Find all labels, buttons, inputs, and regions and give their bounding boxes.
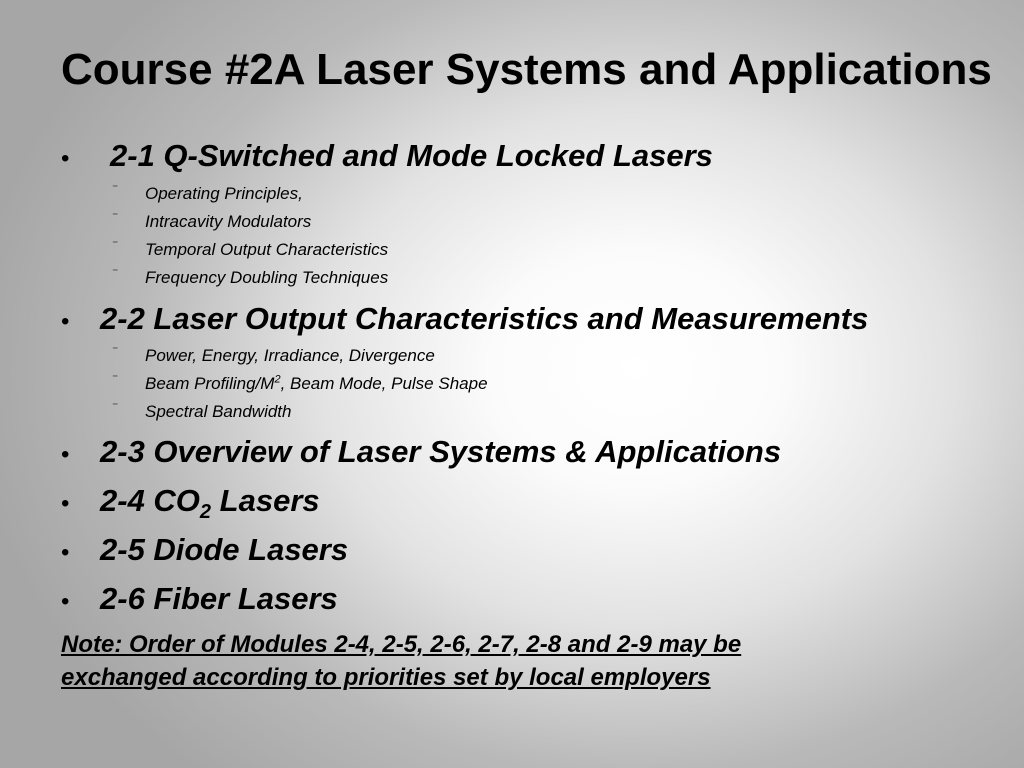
note-line: Note: Order of Modules 2-4, 2-5, 2-6, 2-7, 2-8 and 2-9 may be [61, 631, 742, 658]
sub-item [112, 373, 488, 395]
module-item-2-4 [61, 482, 320, 524]
module-label [100, 482, 320, 524]
bullet-icon: • [61, 145, 70, 172]
module-item-2-2 [61, 300, 868, 338]
superscript: 2 [274, 373, 281, 386]
sub-item [112, 267, 388, 289]
dash-icon: ⁻ [112, 181, 119, 195]
module-label-part: Lasers [211, 483, 320, 518]
sub-item [112, 401, 291, 423]
sub-item-label: Operating Principles, [145, 184, 303, 203]
note-line: exchanged according to priorities set by local employers [61, 664, 711, 691]
dash-icon: ⁻ [112, 237, 119, 251]
sub-item-label-part: Beam Profiling/M [145, 374, 275, 393]
bullet-icon: • [61, 490, 70, 517]
dash-icon: ⁻ [112, 209, 119, 223]
bullet-icon: • [61, 539, 70, 566]
dash-icon: ⁻ [112, 399, 119, 413]
module-order-note [61, 628, 961, 694]
sub-item-label: Intracavity Modulators [145, 212, 312, 231]
bullet-icon: • [61, 308, 70, 335]
module-label: 2-1 Q-Switched and Mode Locked Lasers [110, 138, 713, 173]
subscript: 2 [199, 501, 212, 524]
sub-item-label: Power, Energy, Irradiance, Divergence [145, 346, 435, 365]
sub-item-label-part: , Beam Mode, Pulse Shape [280, 374, 488, 393]
slide-title: Course #2A Laser Systems and Applications [61, 45, 992, 94]
module-item-2-1 [61, 137, 713, 175]
module-label-part: 2-4 CO [100, 483, 200, 518]
sub-item-label: Spectral Bandwidth [145, 402, 292, 421]
sub-item [112, 239, 388, 261]
dash-icon: ⁻ [112, 343, 119, 357]
module-label: 2-5 Diode Lasers [100, 532, 349, 567]
module-item-2-6 [61, 580, 338, 618]
sub-item [112, 183, 303, 205]
module-item-2-5 [61, 531, 348, 569]
sub-item [112, 345, 435, 367]
bullet-icon: • [61, 441, 70, 468]
module-label: 2-2 Laser Output Characteristics and Measurements [100, 301, 869, 336]
dash-icon: ⁻ [112, 265, 119, 279]
sub-item-label [145, 373, 488, 395]
sub-item-label: Frequency Doubling Techniques [145, 268, 389, 287]
dash-icon: ⁻ [112, 371, 119, 385]
module-label: 2-3 Overview of Laser Systems & Applications [100, 434, 782, 469]
sub-item [112, 211, 311, 233]
module-item-2-3 [61, 433, 781, 471]
module-label: 2-6 Fiber Lasers [100, 581, 338, 616]
bullet-icon: • [61, 588, 70, 615]
sub-item-label: Temporal Output Characteristics [145, 240, 389, 259]
